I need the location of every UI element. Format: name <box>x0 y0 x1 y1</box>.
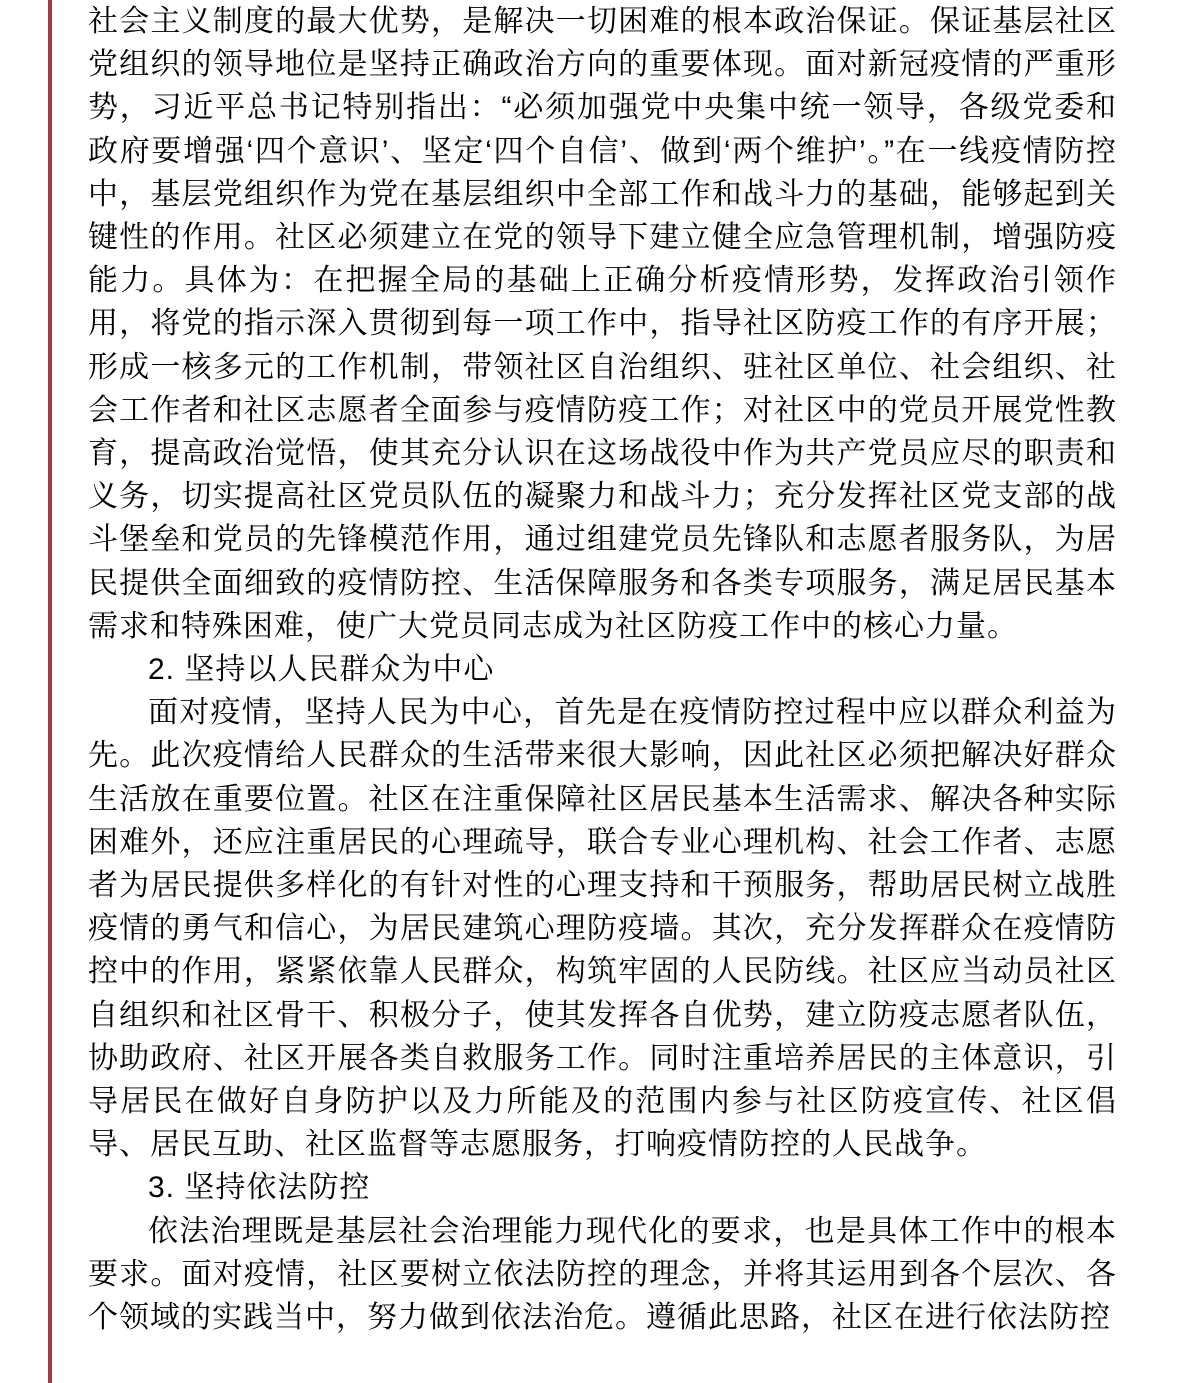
revision-change-bar <box>48 0 52 1383</box>
heading-section-2-people-centered: 2. 坚持以人民群众为中心 <box>148 653 495 687</box>
heading-section-3-law-based-control: 3. 坚持依法防控 <box>148 1171 371 1205</box>
paragraph-people-centered: 面对疫情，坚持人民为中心，首先是在疫情防控过程中应以群众利益为先。此次疫情给人民群众的生活带来很大影响，因此社区必须把解决好群众生活放在重要位置。社区在注重保障社区居民基本生活需求、解决各种实际困难外，还应注重居民的心理疏导，联合专业心理机构、社会工作者、志愿者为居民提供多样化的有针对性的心理支持和干预服务，帮助居民树立战胜疫情的勇气和信心，为居民建筑心理防疫墙。其次，充分发挥群众在疫情防控中的作用，紧紧依靠人民群众，构筑牢固的人民防线。社区应当动员社区自组织和社区骨干、积极分子，使其发挥各自优势，建立防疫志愿者队伍，协助政府、社区开展各类自救服务工作。同时注重培养居民的主体意识，引导居民在做好自身防护以及力所能及的范围内参与社区防疫宣传、社区倡导、居民互助、社区监督等志愿服务，打响疫情防控的人民战争。 <box>88 696 1117 1162</box>
paragraph-law-based-control: 依法治理既是基层社会治理能力现代化的要求，也是具体工作中的根本要求。面对疫情，社区要树立依法防控的理念，并将其运用到各个层次、各个领域的实践当中，努力做到依法治危。遵循此思路，社区在进行依法防控 <box>88 1214 1117 1335</box>
paragraph-party-leadership-continuation: 社会主义制度的最大优势，是解决一切困难的根本政治保证。保证基层社区党组织的领导地位是坚持正确政治方向的重要体现。面对新冠疫情的严重形势，习近平总书记特别指出：“必须加强党中央集中统一领导，各级党委和政府要增强‘四个意识’、坚定‘四个自信’、做到‘两个维护’。”在一线疫情防控中，基层党组织作为党在基层组织中全部工作和战斗力的基础，能够起到关键性的作用。社区必须建立在党的领导下建立健全应急管理机制，增强防疫能力。具体为：在把握全局的基础上正确分析疫情形势，发挥政治引领作用，将党的指示深入贯彻到每一项工作中，指导社区防疫工作的有序开展；形成一核多元的工作机制，带领社区自治组织、驻社区单位、社会组织、社会工作者和社区志愿者全面参与疫情防疫工作；对社区中的党员开展党性教育，提高政治觉悟，使其充分认识在这场战役中作为共产党员应尽的职责和义务，切实提高社区党员队伍的凝聚力和战斗力；充分发挥社区党支部的战斗堡垒和党员的先锋模范作用，通过组建党员先锋队和志愿者服务队，为居民提供全面细致的疫情防控、生活保障服务和各类专项服务，满足居民基本需求和特殊困难，使广大党员同志成为社区防疫工作中的核心力量。 <box>88 5 1117 643</box>
document-content <box>88 0 1117 1339</box>
